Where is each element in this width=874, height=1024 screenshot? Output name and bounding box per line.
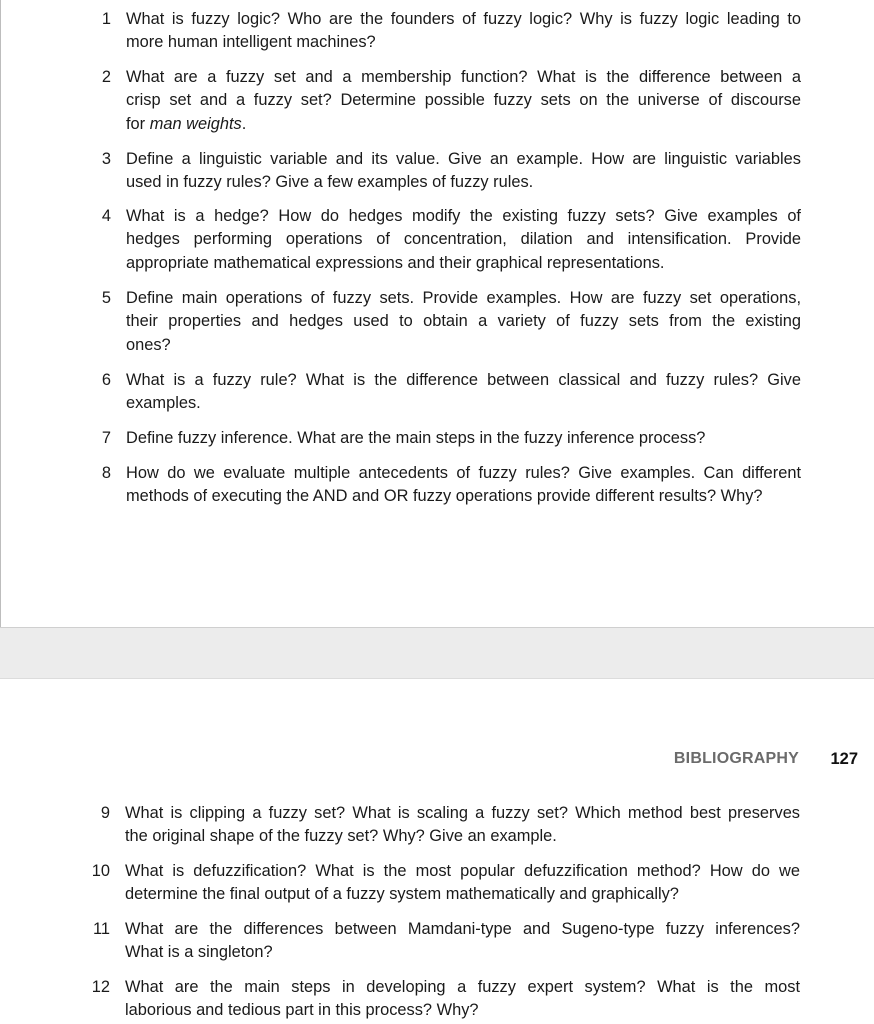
question-number: 8 <box>101 464 111 482</box>
question-line: What is defuzzification? What is the most popular defuzzification method? How do we <box>125 862 800 880</box>
question-number: 1 <box>101 10 111 28</box>
question-number: 5 <box>101 289 111 307</box>
question-line: more human intelligent machines? <box>126 33 376 52</box>
question-line: methods of executing the AND and OR fuzzy operations provide different results? Why? <box>126 487 763 506</box>
page-number: 127 <box>830 750 858 768</box>
question-number: 3 <box>101 150 111 168</box>
question-line: used in fuzzy rules? Give a few examples of fuzzy rules. <box>126 173 534 192</box>
question-line-suffix: . <box>241 114 247 133</box>
question-text <box>125 976 800 1023</box>
question-line: Define fuzzy inference. What are the main steps in the fuzzy inference process? <box>126 429 706 447</box>
question-number: 11 <box>92 920 110 938</box>
question-text <box>126 427 801 450</box>
question-line-last <box>126 113 801 136</box>
question-text <box>125 802 800 849</box>
question-line: What is fuzzy logic? Who are the founders of fuzzy logic? Why is fuzzy logic leading to <box>126 10 801 28</box>
question-text <box>125 918 800 965</box>
question-text <box>126 287 801 357</box>
running-head <box>600 750 860 774</box>
question-text <box>126 66 801 136</box>
question-number: 7 <box>101 429 111 447</box>
question-line: laborious and tedious part in this process? Why? <box>125 1001 479 1020</box>
question-line-prefix: for <box>126 114 150 133</box>
emphasized-term: man weights <box>149 114 242 133</box>
question-text <box>125 860 800 907</box>
question-line: What is a singleton? <box>125 943 273 962</box>
question-line: What are the differences between Mamdani-type and Sugeno-type fuzzy inferences? <box>125 920 800 938</box>
question-line: determine the final output of a fuzzy system mathematically and graphically? <box>125 885 679 904</box>
question-line: What are a fuzzy set and a membership function? What is the difference between a <box>126 68 801 86</box>
question-number: 4 <box>101 207 111 225</box>
question-number: 9 <box>100 804 110 822</box>
question-line: Define a linguistic variable and its value. Give an example. How are linguistic variables <box>126 150 801 168</box>
question-line: their properties and hedges used to obtain a variety of fuzzy sets from the existing <box>126 312 801 331</box>
question-line: appropriate mathematical expressions and their graphical representations. <box>126 253 665 272</box>
question-text <box>126 369 801 416</box>
question-number: 10 <box>91 862 110 880</box>
question-text <box>126 462 801 509</box>
running-head-title: BIBLIOGRAPHY <box>673 750 799 767</box>
question-line: ones? <box>126 335 171 354</box>
question-line: What is clipping a fuzzy set? What is scaling a fuzzy set? Which method best preserves <box>125 804 800 822</box>
question-number: 6 <box>101 371 111 389</box>
question-line: the original shape of the fuzzy set? Why? Give an example. <box>125 827 557 846</box>
question-line: Define main operations of fuzzy sets. Provide examples. How are fuzzy set operations, <box>126 289 801 307</box>
question-number: 12 <box>91 978 110 996</box>
question-line: examples. <box>126 394 201 413</box>
page-bottom <box>0 679 874 1024</box>
question-line: What is a hedge? How do hedges modify the existing fuzzy sets? Give examples of <box>126 207 801 225</box>
question-number: 2 <box>101 68 111 86</box>
page-separator <box>0 627 874 679</box>
question-text <box>126 148 801 195</box>
question-text <box>126 205 801 275</box>
question-line: How do we evaluate multiple antecedents of fuzzy rules? Give examples. Can different <box>126 464 801 482</box>
question-line: What are the main steps in developing a fuzzy expert system? What is the most <box>125 978 800 996</box>
question-line: hedges performing operations of concentration, dilation and intensification. Provide <box>126 230 801 249</box>
question-line: What is a fuzzy rule? What is the difference between classical and fuzzy rules? Give <box>126 371 801 389</box>
question-line: crisp set and a fuzzy set? Determine possible fuzzy sets on the universe of discourse <box>126 91 801 110</box>
question-text <box>126 8 801 55</box>
